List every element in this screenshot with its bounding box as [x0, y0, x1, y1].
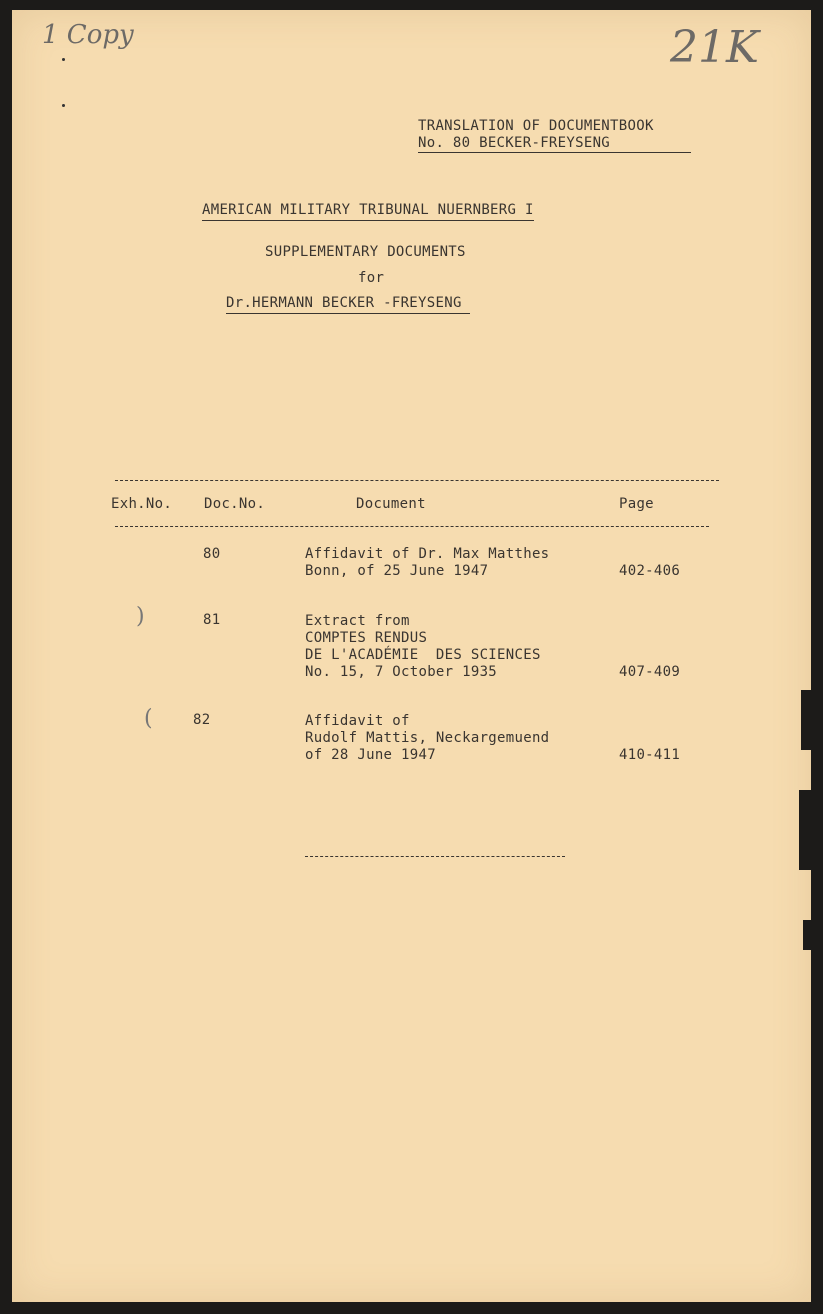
- page-range: 410-411: [619, 747, 681, 763]
- document-line: of 28 June 1947: [305, 747, 436, 763]
- column-header-exh-no: Exh.No.: [111, 496, 173, 512]
- closing-rule: [305, 856, 565, 857]
- document-line: Bonn, of 25 June 1947: [305, 563, 489, 579]
- tribunal-title: AMERICAN MILITARY TRIBUNAL NUERNBERG I: [202, 202, 534, 221]
- document-line: Affidavit of: [305, 713, 410, 729]
- column-header-document: Document: [356, 496, 426, 512]
- column-header-page: Page: [619, 496, 654, 512]
- handwritten-check-mark: (: [144, 706, 153, 731]
- for-label: for: [358, 270, 385, 286]
- supplementary-title: SUPPLEMENTARY DOCUMENTS: [265, 244, 466, 260]
- doc-number: 81: [203, 612, 221, 628]
- document-line: DE L'ACADÉMIE DES SCIENCES: [305, 647, 541, 663]
- document-line: Affidavit of Dr. Max Matthes: [305, 546, 550, 562]
- table-header-rule: [115, 526, 709, 527]
- column-header-doc-no: Doc.No.: [204, 496, 266, 512]
- document-line: COMPTES RENDUS: [305, 630, 428, 646]
- translation-header-line2: No. 80 BECKER-FREYSENG: [418, 135, 691, 153]
- torn-edge: [801, 690, 811, 750]
- torn-edge: [803, 920, 811, 950]
- document-page: [12, 10, 811, 1302]
- handwritten-copy-note: 1 Copy: [42, 20, 134, 50]
- document-line: Rudolf Mattis, Neckargemuend: [305, 730, 550, 746]
- translation-header-line1: TRANSLATION OF DOCUMENTBOOK: [418, 118, 654, 134]
- document-line: No. 15, 7 October 1935: [305, 664, 498, 680]
- doc-number: 80: [203, 546, 221, 562]
- handwritten-page-mark: 21K: [670, 22, 759, 73]
- page-range: 407-409: [619, 664, 681, 680]
- handwritten-check-mark: ): [136, 604, 145, 629]
- torn-edge: [799, 790, 811, 870]
- ink-dot: [62, 104, 65, 107]
- defendant-name: Dr.HERMANN BECKER -FREYSENG: [226, 295, 470, 314]
- doc-number: 82: [193, 712, 211, 728]
- page-range: 402-406: [619, 563, 681, 579]
- document-line: Extract from: [305, 613, 410, 629]
- ink-dot: [62, 58, 65, 61]
- table-top-rule: [115, 480, 719, 481]
